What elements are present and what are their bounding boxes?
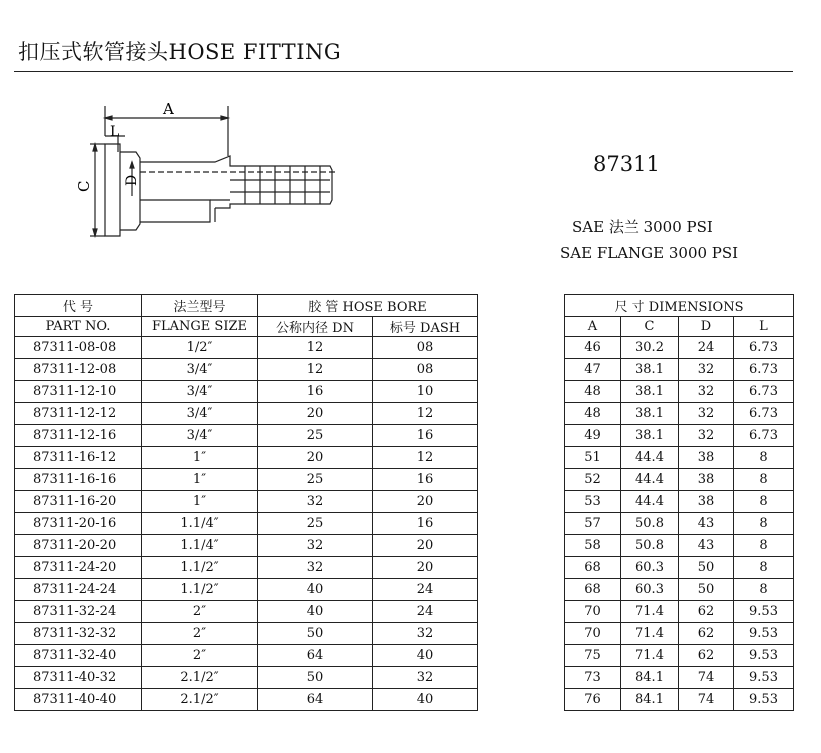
cell-flange: 1.1/4″ [142, 513, 258, 535]
page-title: 扣压式软管接头HOSE FITTING [18, 40, 342, 64]
cell-part: 87311-40-40 [15, 689, 142, 711]
cell-c: 50.8 [621, 513, 679, 535]
cell-dash: 16 [373, 469, 478, 491]
cell-d: 50 [679, 557, 734, 579]
row-gap [478, 579, 565, 601]
cell-dash: 24 [373, 579, 478, 601]
header-c: C [621, 317, 679, 337]
cell-dash: 08 [373, 337, 478, 359]
cell-flange: 1.1/2″ [142, 557, 258, 579]
cell-dash: 32 [373, 623, 478, 645]
cell-dn: 20 [258, 447, 373, 469]
cell-dn: 25 [258, 469, 373, 491]
row-gap [478, 403, 565, 425]
cell-dn: 20 [258, 403, 373, 425]
cell-d: 62 [679, 601, 734, 623]
cell-part: 87311-16-12 [15, 447, 142, 469]
cell-dn: 64 [258, 645, 373, 667]
spec-table [14, 294, 794, 711]
cell-part: 87311-20-20 [15, 535, 142, 557]
cell-c: 44.4 [621, 447, 679, 469]
header-code-cn: 代 号 [15, 295, 142, 317]
cell-a: 49 [565, 425, 621, 447]
cell-part: 87311-12-12 [15, 403, 142, 425]
table-row [15, 513, 794, 535]
cell-flange: 3/4″ [142, 381, 258, 403]
cell-dash: 20 [373, 535, 478, 557]
table-row [15, 601, 794, 623]
header-flange-size: FLANGE SIZE [142, 317, 258, 337]
header-dn: 公称内径 DN [258, 317, 373, 337]
cell-c: 50.8 [621, 535, 679, 557]
cell-d: 43 [679, 513, 734, 535]
row-gap [478, 667, 565, 689]
cell-flange: 2.1/2″ [142, 667, 258, 689]
cell-part: 87311-16-20 [15, 491, 142, 513]
cell-dn: 40 [258, 601, 373, 623]
cell-d: 74 [679, 667, 734, 689]
cell-c: 44.4 [621, 491, 679, 513]
dim-label-c: C [75, 180, 93, 192]
cell-d: 32 [679, 359, 734, 381]
cell-d: 38 [679, 447, 734, 469]
cell-c: 71.4 [621, 645, 679, 667]
cell-part: 87311-16-16 [15, 469, 142, 491]
cell-dash: 24 [373, 601, 478, 623]
cell-c: 71.4 [621, 601, 679, 623]
table-row [15, 667, 794, 689]
row-gap [478, 491, 565, 513]
cell-d: 43 [679, 535, 734, 557]
cell-l: 6.73 [734, 425, 794, 447]
cell-c: 84.1 [621, 689, 679, 711]
cell-flange: 1″ [142, 469, 258, 491]
cell-a: 70 [565, 601, 621, 623]
cell-d: 38 [679, 469, 734, 491]
table-row [15, 381, 794, 403]
cell-part: 87311-24-24 [15, 579, 142, 601]
cell-dash: 20 [373, 557, 478, 579]
row-gap [478, 557, 565, 579]
row-gap [478, 623, 565, 645]
cell-dn: 50 [258, 623, 373, 645]
header-d: D [679, 317, 734, 337]
header-dimensions: 尺 寸 DIMENSIONS [565, 295, 794, 317]
cell-part: 87311-08-08 [15, 337, 142, 359]
cell-dash: 12 [373, 403, 478, 425]
cell-dash: 10 [373, 381, 478, 403]
cell-c: 60.3 [621, 557, 679, 579]
cell-l: 9.53 [734, 667, 794, 689]
cell-a: 75 [565, 645, 621, 667]
table-row [15, 623, 794, 645]
header-dash: 标号 DASH [373, 317, 478, 337]
dim-label-d: D [124, 174, 140, 186]
cell-flange: 2.1/2″ [142, 689, 258, 711]
cell-d: 74 [679, 689, 734, 711]
cell-flange: 1″ [142, 491, 258, 513]
cell-dash: 32 [373, 667, 478, 689]
table-row [15, 535, 794, 557]
cell-flange: 2″ [142, 623, 258, 645]
table-row [15, 579, 794, 601]
cell-c: 38.1 [621, 381, 679, 403]
cell-c: 38.1 [621, 425, 679, 447]
cell-a: 52 [565, 469, 621, 491]
header-flange-cn: 法兰型号 [142, 295, 258, 317]
cell-dash: 08 [373, 359, 478, 381]
cell-a: 57 [565, 513, 621, 535]
dim-label-a: A [163, 100, 174, 118]
cell-part: 87311-32-24 [15, 601, 142, 623]
table-row [15, 403, 794, 425]
row-gap [478, 447, 565, 469]
cell-a: 68 [565, 579, 621, 601]
cell-dn: 64 [258, 689, 373, 711]
table-row [15, 557, 794, 579]
cell-l: 8 [734, 535, 794, 557]
table-row [15, 447, 794, 469]
cell-dn: 32 [258, 491, 373, 513]
table-row [15, 491, 794, 513]
cell-a: 48 [565, 381, 621, 403]
dim-label-l: L [110, 124, 120, 140]
cell-dash: 16 [373, 513, 478, 535]
title-divider [14, 71, 793, 72]
cell-dash: 16 [373, 425, 478, 447]
table-row [15, 359, 794, 381]
model-number: 87311 [593, 152, 660, 176]
row-gap [478, 513, 565, 535]
cell-d: 38 [679, 491, 734, 513]
cell-d: 62 [679, 645, 734, 667]
cell-c: 30.2 [621, 337, 679, 359]
cell-d: 32 [679, 381, 734, 403]
row-gap [478, 425, 565, 447]
cell-c: 38.1 [621, 359, 679, 381]
cell-flange: 3/4″ [142, 425, 258, 447]
cell-dn: 50 [258, 667, 373, 689]
cell-dn: 25 [258, 425, 373, 447]
header-gap [478, 295, 565, 337]
cell-part: 87311-12-08 [15, 359, 142, 381]
cell-flange: 2″ [142, 645, 258, 667]
cell-l: 6.73 [734, 337, 794, 359]
cell-c: 71.4 [621, 623, 679, 645]
cell-a: 70 [565, 623, 621, 645]
cell-l: 8 [734, 491, 794, 513]
cell-flange: 1″ [142, 447, 258, 469]
cell-l: 9.53 [734, 689, 794, 711]
header-hose-bore: 胶 管 HOSE BORE [258, 295, 478, 317]
cell-dn: 40 [258, 579, 373, 601]
cell-l: 8 [734, 557, 794, 579]
cell-part: 87311-24-20 [15, 557, 142, 579]
cell-dash: 40 [373, 689, 478, 711]
cell-a: 76 [565, 689, 621, 711]
cell-dn: 32 [258, 535, 373, 557]
cell-d: 24 [679, 337, 734, 359]
row-gap [478, 645, 565, 667]
cell-dn: 12 [258, 359, 373, 381]
row-gap [478, 359, 565, 381]
cell-l: 6.73 [734, 359, 794, 381]
cell-part: 87311-20-16 [15, 513, 142, 535]
cell-dash: 40 [373, 645, 478, 667]
cell-dash: 12 [373, 447, 478, 469]
row-gap [478, 601, 565, 623]
header-l: L [734, 317, 794, 337]
cell-d: 50 [679, 579, 734, 601]
cell-flange: 2″ [142, 601, 258, 623]
header-part-no: PART NO. [15, 317, 142, 337]
row-gap [478, 689, 565, 711]
cell-part: 87311-32-40 [15, 645, 142, 667]
cell-l: 8 [734, 447, 794, 469]
row-gap [478, 535, 565, 557]
cell-dn: 12 [258, 337, 373, 359]
cell-c: 38.1 [621, 403, 679, 425]
row-gap [478, 381, 565, 403]
cell-l: 8 [734, 513, 794, 535]
cell-l: 6.73 [734, 403, 794, 425]
cell-c: 84.1 [621, 667, 679, 689]
cell-l: 8 [734, 579, 794, 601]
cell-l: 6.73 [734, 381, 794, 403]
table-row [15, 337, 794, 359]
cell-a: 48 [565, 403, 621, 425]
cell-c: 60.3 [621, 579, 679, 601]
cell-a: 73 [565, 667, 621, 689]
cell-a: 68 [565, 557, 621, 579]
cell-a: 53 [565, 491, 621, 513]
cell-dn: 25 [258, 513, 373, 535]
cell-a: 51 [565, 447, 621, 469]
cell-l: 9.53 [734, 601, 794, 623]
table-row [15, 469, 794, 491]
cell-a: 58 [565, 535, 621, 557]
cell-part: 87311-32-32 [15, 623, 142, 645]
cell-flange: 1.1/2″ [142, 579, 258, 601]
cell-d: 32 [679, 425, 734, 447]
cell-l: 9.53 [734, 623, 794, 645]
cell-flange: 3/4″ [142, 403, 258, 425]
cell-c: 44.4 [621, 469, 679, 491]
table-row [15, 425, 794, 447]
fitting-drawing [70, 96, 345, 246]
header-a: A [565, 317, 621, 337]
cell-part: 87311-12-16 [15, 425, 142, 447]
cell-part: 87311-12-10 [15, 381, 142, 403]
row-gap [478, 337, 565, 359]
cell-d: 32 [679, 403, 734, 425]
cell-l: 9.53 [734, 645, 794, 667]
cell-dn: 32 [258, 557, 373, 579]
table-row [15, 689, 794, 711]
cell-dn: 16 [258, 381, 373, 403]
cell-a: 47 [565, 359, 621, 381]
sae-flange-en: SAE FLANGE 3000 PSI [560, 244, 739, 262]
row-gap [478, 469, 565, 491]
cell-part: 87311-40-32 [15, 667, 142, 689]
cell-flange: 1.1/4″ [142, 535, 258, 557]
cell-a: 46 [565, 337, 621, 359]
cell-flange: 1/2″ [142, 337, 258, 359]
sae-flange-cn: SAE 法兰 3000 PSI [572, 218, 713, 236]
cell-d: 62 [679, 623, 734, 645]
cell-flange: 3/4″ [142, 359, 258, 381]
table-row [15, 645, 794, 667]
cell-l: 8 [734, 469, 794, 491]
cell-dash: 20 [373, 491, 478, 513]
